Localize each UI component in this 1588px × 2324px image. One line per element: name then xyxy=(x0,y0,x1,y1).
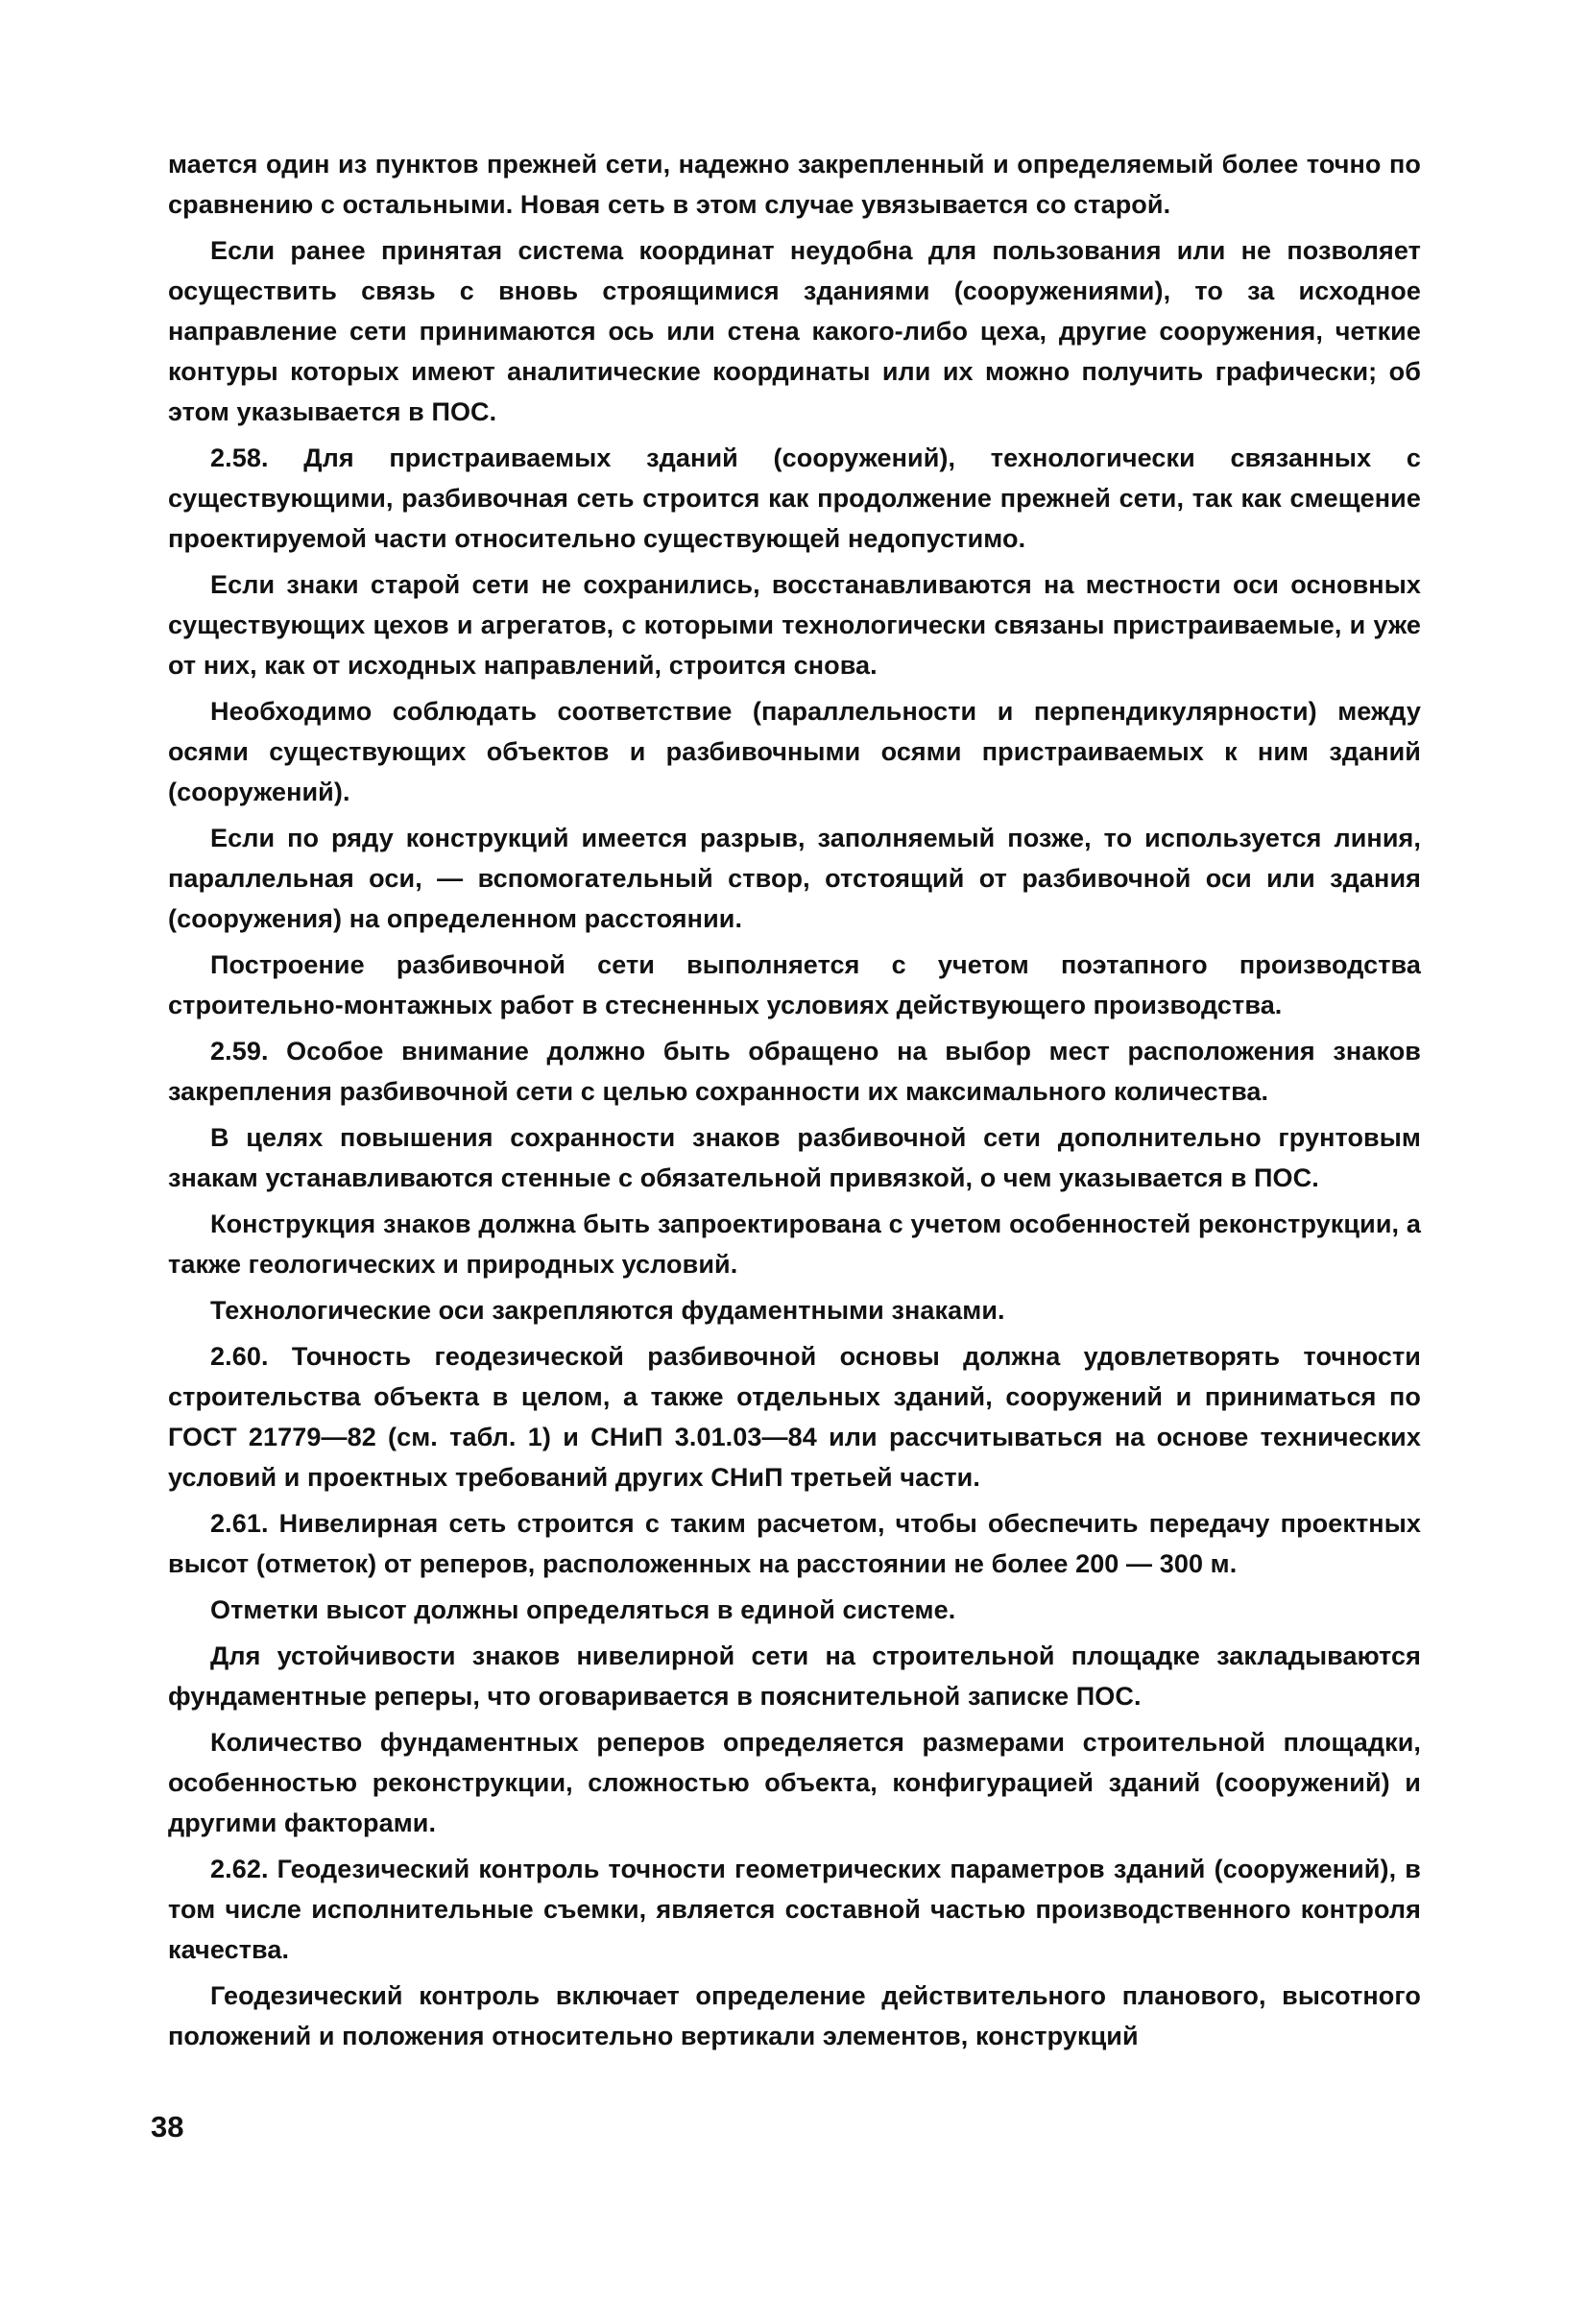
paragraph: Конструкция знаков должна быть запроектирована с учетом особенностей реконструкции, а также геологических и природных условий. xyxy=(168,1210,1421,1279)
paragraph: Отметки высот должны определяться в единой системе. xyxy=(210,1595,956,1624)
paragraph: Построение разбивочной сети выполняется с учетом поэтапного производства строительно-монтажных работ в стесненных условиях действующего производства. xyxy=(168,950,1421,1019)
paragraph: Технологические оси закрепляются фудаментными знаками. xyxy=(210,1296,1005,1325)
paragraph-clause-2-59: 2.59. Особое внимание должно быть обращено на выбор мест расположения знаков закрепления разбивочной сети с целью сохранности их максимального количества. xyxy=(168,1037,1421,1106)
paragraph: Количество фундаментных реперов определяется размерами строительной площадки, особенностью реконструкции, сложностью объекта, конфигурацией зданий (сооружений) и другими факторами. xyxy=(168,1728,1421,1837)
paragraph-clause-2-61: 2.61. Нивелирная сеть строится с таким расчетом, чтобы обеспечить передачу проектных высот (отметок) от реперов, расположенных на расстоянии не более 200 — 300 м. xyxy=(168,1509,1421,1578)
paragraph: Если ранее принятая система координат неудобна для пользования или не позволяет осуществить связь с вновь строящимися зданиями (сооружениями), то за исходное направление сети принимаются ось или стена какого-либо цеха, другие сооружения, четкие контуры которых имеют аналитические координаты или их можно получить графически; об этом указывается в ПОС. xyxy=(168,236,1421,426)
page-number: 38 xyxy=(151,2110,184,2144)
paragraph: Геодезический контроль включает определение действительного планового, высотного положений и положения относительно вертикали элементов, конструкций xyxy=(168,1981,1421,2050)
paragraph-clause-2-60: 2.60. Точность геодезической разбивочной основы должна удовлетворять точности строительства объекта в целом, а также отдельных зданий, сооружений и приниматься по ГОСТ 21779—82 (см. табл. 1) и СНиП 3.01.03—84 или рассчитываться на основе технических условий и проектных требований других СНиП третьей части. xyxy=(168,1342,1421,1492)
paragraph-clause-2-62: 2.62. Геодезический контроль точности геометрических параметров зданий (сооружений), в том числе исполнительные съемки, является составной частью производственного контроля качества. xyxy=(168,1855,1421,1964)
paragraph: В целях повышения сохранности знаков разбивочной сети дополнительно грунтовым знакам устанавливаются стенные с обязательной привязкой, о чем указывается в ПОС. xyxy=(168,1123,1421,1192)
paragraph: Если по ряду конструкций имеется разрыв, заполняемый позже, то используется линия, параллельная оси, — вспомогательный створ, отстоящий от разбивочной оси или здания (сооружения) на определенном расстоянии. xyxy=(168,824,1421,933)
paragraph: Необходимо соблюдать соответствие (параллельности и перпендикулярности) между осями существующих объектов и разбивочными осями пристраиваемых к ним зданий (сооружений). xyxy=(168,697,1421,806)
paragraph-continuation: мается один из пунктов прежней сети, надежно закрепленный и определяемый более точно по сравнению с остальными. Новая сеть в этом случае увязывается со старой. xyxy=(168,150,1421,219)
body-text xyxy=(168,144,1421,2062)
paragraph: Для устойчивости знаков нивелирной сети на строительной площадке закладываются фундаментные реперы, что оговаривается в пояснительной записке ПОС. xyxy=(168,1641,1421,1711)
paragraph: Если знаки старой сети не сохранились, восстанавливаются на местности оси основных существующих цехов и агрегатов, с которыми технологически связаны пристраиваемые, и уже от них, как от исходных направлений, строится снова. xyxy=(168,570,1421,680)
paragraph-clause-2-58: 2.58. Для пристраиваемых зданий (сооружений), технологически связанных с существующими, разбивочная сеть строится как продолжение прежней сети, так как смещение проектируемой части относительно существующей недопустимо. xyxy=(168,443,1421,553)
